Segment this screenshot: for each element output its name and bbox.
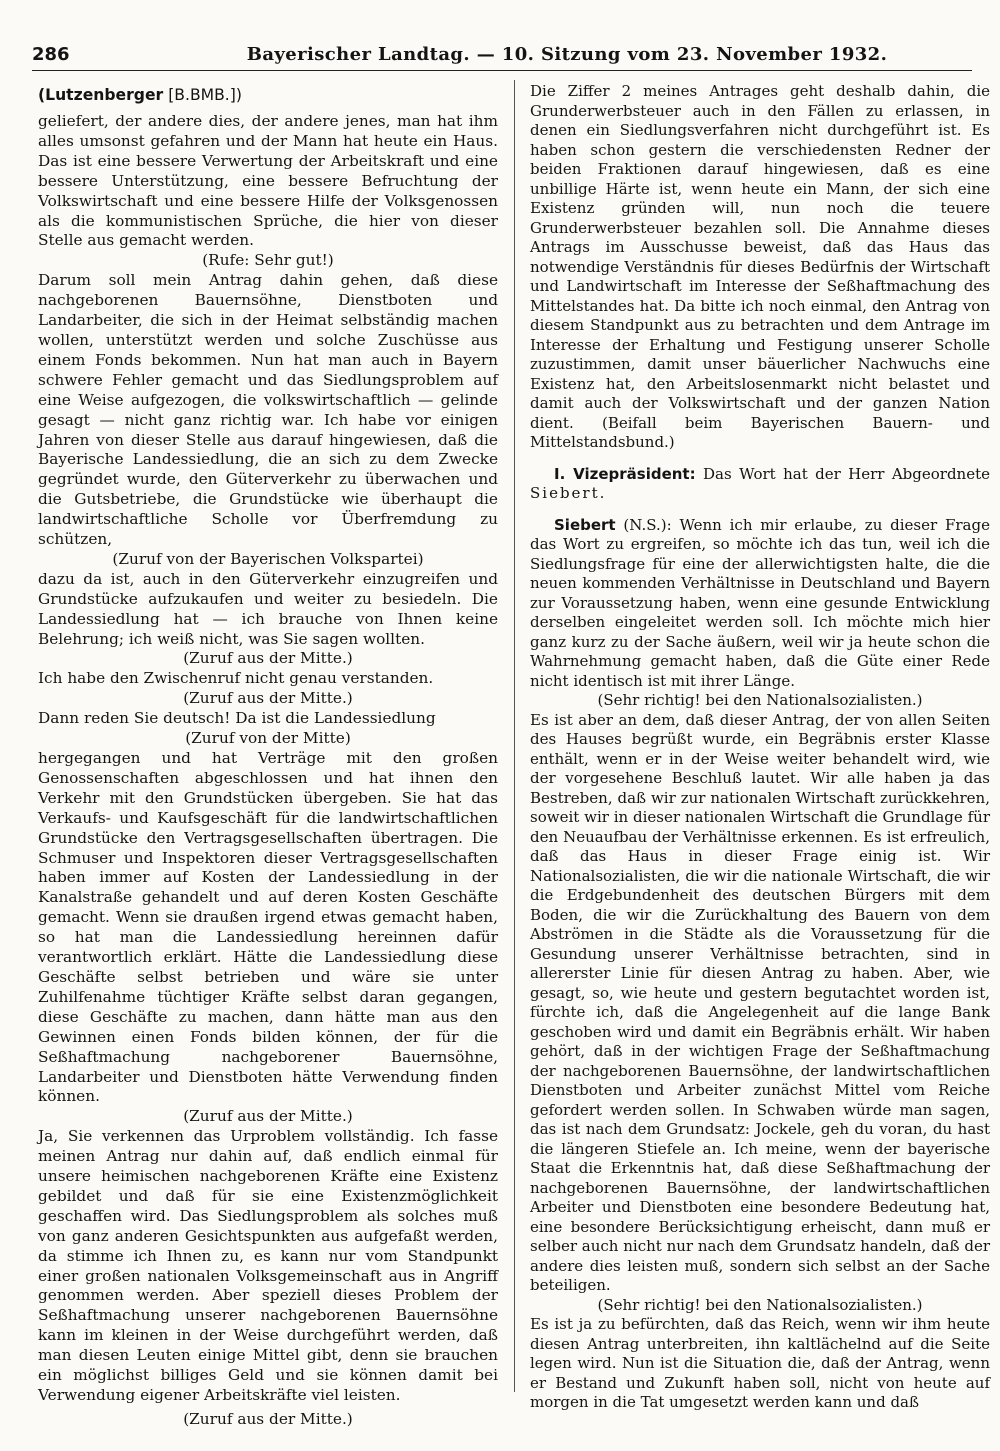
- paragraph: Es ist aber an dem, daß dieser Antrag, der von allen Seiten des Hauses begrüßt wurde, ein Begräbnis erster Klasse enthält, wenn er in der Weise weiter behandelt wird, wie der vorgesehene Beschluß lautet. Wir alle haben ja das Bestreben, daß wir zur nationalen Wirtschaft zurückkehren, soweit wir in dieser nationalen Wirtschaft die Grundlage für den Neuaufbau der Verhältnisse erkennen. Es ist erfreulich, daß das Haus in dieser Frage einig ist. Wir Nationalsozialisten, die wir die nationale Wirtschaft, die wir die Erdgebundenheit des deutschen Bürgers mit dem Boden, die wir die Zurückhaltung des Bauern von dem Abströmen in die Städte als die Voraussetzung für die Gesundung unserer Verhältnisse betrachten, sind in allererster Linie für diesen Antrag zu haben. Aber, wie gesagt, so, wie heute und gestern begutachtet worden ist, fürchte ich, daß die Angelegenheit auf die lange Bank geschoben wird und damit ein Begräbnis erhält. Wir haben gehört, daß in der wichtigen Frage der Seßhaftmachung der nachgeborenen Bauernsöhne, der landwirtschaftlichen Dienstboten und Arbeiter zunächst Mittel vom Reiche gefordert werden sollen. In Schwaben würde man sagen, das ist nach dem Grundsatz: Jockele, geh du voran, du hast die längeren Stiefele an. Ich meine, wenn der bayerische Staat die Erkenntnis hat, daß diese Seßhaftmachung der nachgeborenen Bauernsöhne, der landwirtschaftlichen Arbeiter und Dienstboten eine besondere Bedeutung hat, eine besondere Berücksichtigung erheischt, dann muß er selber auch nicht nur nach dem Grundsatz handeln, daß der andere dies leisten muß, sondern sich selbst an der Sache beteiligen.: [530, 710, 990, 1294]
- paragraph: Ich habe den Zwischenruf nicht genau verstanden.: [38, 669, 434, 688]
- left-column: [38, 82, 498, 1430]
- paragraph: Ja, Sie verkennen das Urproblem vollständig. Ich fasse meinen Antrag nur dahin auf, daß endlich einmal für unsere heimischen nachgeborenen Kräfte eine Existenz gebildet und daß für sie eine Existenzmöglichkeit geschaffen wird. Das Siedlungsproblem als solches muß von ganz anderen Gesichtspunkten aus aufgefaßt werden, da stimme ich Ihnen zu, es kann nur vom Standpunkt einer großen nationalen Volksgemeinschaft aus in Angriff genommen werden. Aber speziell dieses Problem der Seßhaftmachung unserer nachgeborenen Bauernsöhne kann im kleinen in der Weise durchgeführt werden, daß man diesen Leuten einige Mittel gibt, denn sie brauchen ein möglichst billiges Geld und sie können damit bei Verwendung eigener Arbeitskräfte viel leisten.: [38, 1127, 498, 1404]
- vice-president-text: Das Wort hat der Herr Abgeordnete: [703, 464, 991, 483]
- vice-president-paragraph: [530, 465, 990, 504]
- interjection: (Rufe: Sehr gut!): [202, 251, 334, 270]
- paragraph: Es ist ja zu befürchten, daß das Reich, wenn wir ihm heute diesen Antrag unterbreiten, ihn kaltlächelnd auf die Seite legen wird. Nun ist die Situation die, daß der Antrag, wenn er Bestand und Zukunft haben soll, nicht von heute auf morgen in die Tat umgesetzt werden kann und daß: [530, 1315, 990, 1411]
- interjection: (Zuruf aus der Mitte.): [183, 649, 353, 668]
- page-header: [32, 42, 972, 71]
- interjection: (Sehr richtig! bei den Nationalsozialisten.): [597, 691, 923, 709]
- interjection: (Sehr richtig! bei den Nationalsozialisten.): [597, 1295, 923, 1314]
- vice-president-label: I. Vizepräsident:: [554, 464, 696, 483]
- paragraph: geliefert, der andere dies, der andere jenes, man hat ihm alles umsonst gefahren und der Mann hat heute ein Haus. Das ist eine bessere Verwertung der Arbeitskraft und eine bessere Unterstützung, eine bessere Befruchtung der Volkswirtschaft und eine bessere Hilfe der Volksgenossen als die kommunistischen Sprüche, die hier von dieser Stelle aus gemacht werden.: [38, 112, 498, 250]
- column-divider: [514, 80, 515, 1392]
- paragraph: hergegangen und hat Verträge mit den großen Genossenschaften abgeschlossen und hat ihnen den Verkehr mit den Grundstücken übergeben. Sie hat das Verkaufs- und Kaufsgeschäft für die landwirtschaftlichen Grundstücke den Vertragsgesellschaften übertragen. Die Schmuser und Inspektoren dieser Vertragsgesellschaften haben immer auf Kosten der Landessiedlung in der Kanalstraße gehandelt und auf deren Kosten Geschäfte gemacht. Wenn sie draußen irgend etwas gemacht haben, so hat man die Landessiedlung hereinnen dafür verantwortlich erklärt. Hätte die Landessiedlung diese Geschäfte selbst betrieben und wäre sie unter Zuhilfenahme tüchtiger Kräfte selbst daran gegangen, diese Geschäfte zu machen, dann hätte man aus den Gewinnen einen Fonds bilden können, der für die Seßhaftmachung nachgeborener Bauernsöhne, Landarbeiter und Dienstboten hätte Verwendung finden können.: [38, 749, 498, 1106]
- paragraph: dazu da ist, auch in den Güterverkehr einzugreifen und Grundstücke aufzukaufen und weiter zu besiedeln. Die Landessiedlung hat — ich brauche von Ihnen keine Belehrung; ich weiß nicht, was Sie sagen wollten.: [38, 569, 498, 648]
- paragraph: Dann reden Sie deutsch! Da ist die Landessiedlung: [38, 709, 436, 728]
- interjection: (Zuruf von der Mitte): [185, 729, 351, 748]
- interjection: (Zuruf von der Bayerischen Volkspartei): [112, 549, 424, 568]
- speaker-heading-party: [B.BMB.]): [168, 86, 242, 104]
- interjection: (Zuruf aus der Mitte.): [183, 1107, 353, 1126]
- interjection: (Zuruf aus der Mitte.): [183, 1409, 353, 1428]
- speech-text: Wenn ich mir erlaube, zu dieser Frage das Wort zu ergreifen, so möchte ich das tun, weil ich die Siedlungsfrage für eine der allerwichtigsten halte, die die neuen kommenden Verhältnisse in Deutschland und Bayern zur Voraussetzung haben, wenn eine gesunde Entwicklung derselben eingeleitet werden soll. Ich möchte mich hier ganz kurz zu der Sache äußern, weil wir ja heute schon die Wahrnehmung gemacht haben, daß die Güte einer Rede nicht identisch ist mit ihrer Länge.: [530, 515, 990, 690]
- speaker-heading-name: (Lutzenberger: [38, 86, 164, 104]
- running-title: Bayerischer Landtag. — 10. Sitzung vom 23. November 1932.: [246, 44, 888, 65]
- speech-paragraph: [530, 516, 990, 692]
- speaker-party: (N.S.):: [623, 515, 672, 534]
- speaker-name: Siebert: [554, 515, 616, 534]
- paragraph: Die Ziffer 2 meines Antrages geht deshalb dahin, die Grunderwerbsteuer auch in den Fällen zu erlassen, in denen ein Siedlungsverfahren nicht durchgeführt ist. Es haben schon gestern die verschiedensten Redner der beiden Fraktionen darauf hingewiesen, daß es eine unbillige Härte ist, wenn heute ein Mann, der sich eine Existenz gründen will, nun noch die teuere Grunderwerbsteuer bezahlen soll. Die Annahme dieses Antrags im Ausschusse beweist, daß das Haus das notwendige Verständnis für dieses Bedürfnis der Wirtschaft und Landwirtschaft im Interesse der Seßhaftmachung des Mittelstandes hat. Da bitte ich noch einmal, den Antrag von diesem Standpunkt aus zu betrachten und dem Antrage im Interesse der Erhaltung und Festigung unserer Scholle zuzustimmen, damit unser bäuerlicher Nachwuchs eine Existenz hat, den Arbeitslosenmarkt nicht belastet und damit auch der Volkswirtschaft und der ganzen Nation dient. (Beifall beim Bayerischen Bauern- und Mittelstandsbund.): [530, 82, 990, 451]
- paragraph: Darum soll mein Antrag dahin gehen, daß diese nachgeborenen Bauernsöhne, Dienstboten und Landarbeiter, die sich in der Heimat selbständig machen wollen, unterstützt werden und solche Zuschüsse aus einem Fonds bekommen. Nun hat man auch in Bayern schwere Fehler gemacht und das Siedlungsproblem auf eine Weise aufgezogen, die volkswirtschaftlich — gelinde gesagt — nicht ganz richtig war. Ich habe vor einigen Jahren von dieser Stelle aus darauf hingewiesen, daß die Bayerische Landessiedlung, die an sich zu dem Zwecke gegründet wurde, den Güterverkehr zu überwachen und die Gutsbetriebe, die Grundstücke wie überhaupt die landwirtschaftliche Scholle vor Überfremdung zu schützen,: [38, 271, 498, 549]
- speaker-heading: [38, 82, 498, 108]
- right-column: [530, 82, 990, 1413]
- vice-president-called-name: Siebert.: [530, 484, 607, 502]
- interjection: (Zuruf aus der Mitte.): [183, 689, 353, 708]
- page-number: 286: [32, 44, 70, 65]
